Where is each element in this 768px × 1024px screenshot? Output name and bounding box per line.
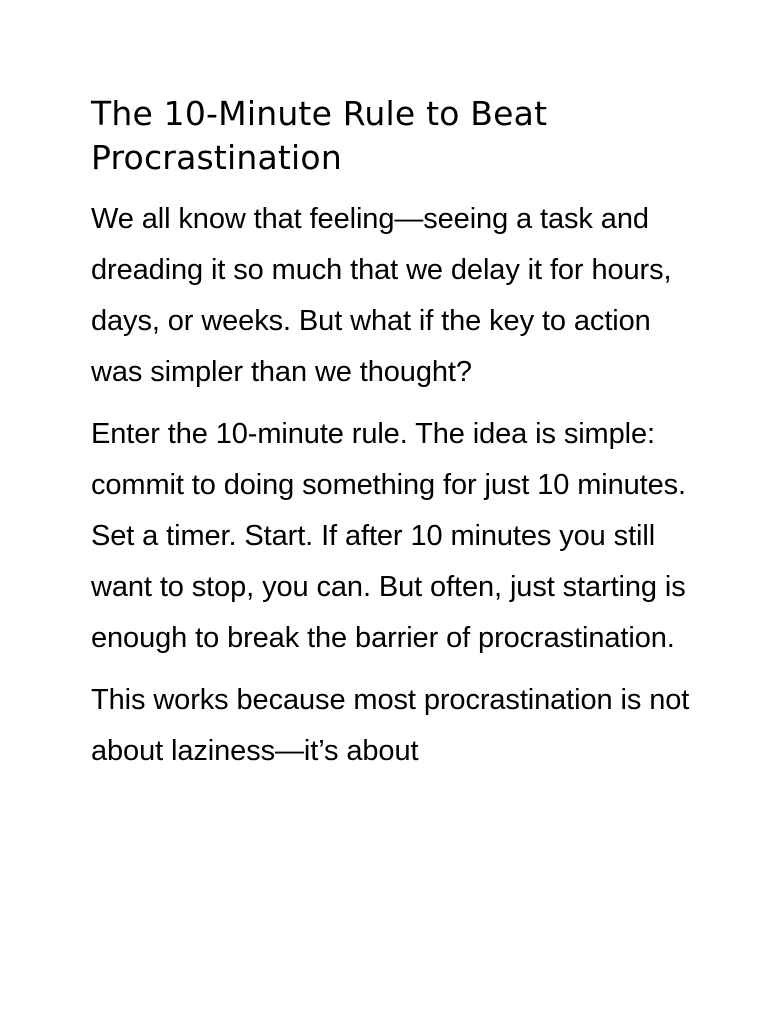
paragraph-3: This works because most procrastination is not about laziness—it’s about	[91, 684, 690, 767]
document-page	[91, 92, 691, 788]
paragraph-2: Enter the 10-minute rule. The idea is simple: commit to doing something for just 10 minutes. Set a timer. Start. If after 10 minutes you still want to stop, you can. But often, just starting is enough to break the barrier of procrastination.	[91, 418, 687, 654]
document-title: The 10-Minute Rule to Beat Procrastination	[91, 94, 548, 177]
paragraph-1: We all know that feeling—seeing a task and dreading it so much that we delay it for hours, days, or weeks. But what if the key to action was simpler than we thought?	[91, 203, 672, 388]
